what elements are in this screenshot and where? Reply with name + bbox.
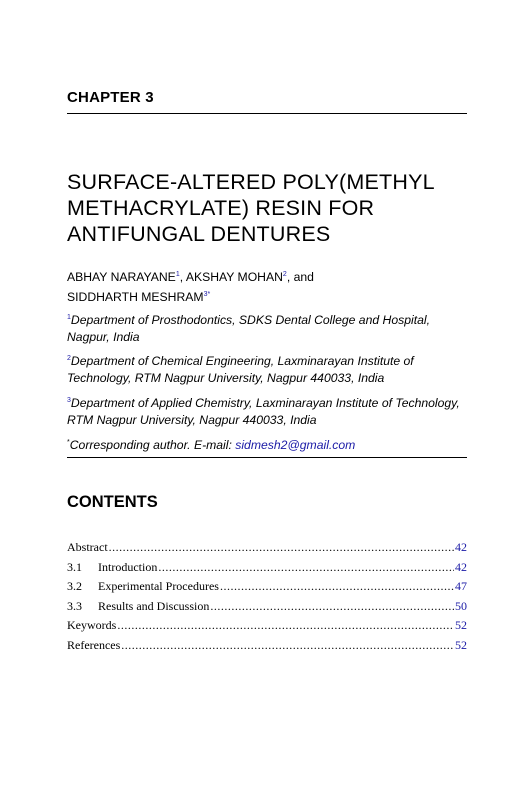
corresponding-author xyxy=(67,434,467,454)
toc-leader xyxy=(210,599,454,614)
page xyxy=(67,0,467,800)
toc-page-link[interactable]: 47 xyxy=(455,579,467,594)
toc-entry[interactable] xyxy=(67,638,467,658)
contents-heading: CONTENTS xyxy=(67,493,158,511)
toc-page-link[interactable]: 42 xyxy=(455,540,467,554)
title-line: SURFACE-ALTERED POLY(METHYL xyxy=(67,170,435,194)
author-affiliation-mark[interactable]: 2 xyxy=(282,271,287,278)
top-divider xyxy=(67,113,467,114)
toc-title: References xyxy=(67,637,121,652)
toc-entry[interactable] xyxy=(67,540,467,560)
toc-page-link[interactable]: 52 xyxy=(455,637,467,652)
toc-entry[interactable] xyxy=(67,618,467,638)
toc-title: Results and Discussion xyxy=(98,598,210,613)
chapter-label: CHAPTER 3 xyxy=(67,89,154,106)
title-line: ANTIFUNGAL DENTURES xyxy=(67,222,331,246)
affiliation-text: Department of Chemical Engineering, Laxminarayan Institute of Technology, RTM Nagpur University, Nagpur 440033, India xyxy=(67,354,414,385)
affiliation xyxy=(67,392,467,429)
toc-page-link[interactable]: 52 xyxy=(455,618,467,633)
table-of-contents xyxy=(67,540,467,658)
toc-page-link[interactable]: 42 xyxy=(455,559,467,574)
toc-entry[interactable] xyxy=(67,560,467,580)
author-name: ABHAY NARAYANE xyxy=(67,270,176,284)
toc-page-link[interactable]: 50 xyxy=(455,598,467,613)
toc-number: 3.2 xyxy=(67,579,82,594)
toc-leader xyxy=(158,560,454,575)
toc-title: Experimental Procedures xyxy=(98,579,219,594)
author-affiliation-mark[interactable]: 1 xyxy=(175,271,180,278)
toc-entry[interactable] xyxy=(67,579,467,599)
toc-leader xyxy=(121,638,454,653)
toc-number: 3.1 xyxy=(67,559,82,574)
author-name: SIDDHARTH MESHRAM xyxy=(67,290,204,304)
email-link[interactable]: sidmesh2@gmail.com xyxy=(235,438,356,452)
title-line: METHACRYLATE) RESIN FOR xyxy=(67,196,375,220)
toc-leader xyxy=(220,579,454,594)
toc-number: 3.3 xyxy=(67,598,82,613)
toc-leader xyxy=(117,618,454,633)
toc-title: Keywords xyxy=(67,618,117,633)
affiliation-text: Department of Applied Chemistry, Laxminarayan Institute of Technology, RTM Nagpur University, Nagpur 440033, India xyxy=(67,396,460,427)
affiliation-mark: 3 xyxy=(67,397,71,404)
toc-entry[interactable] xyxy=(67,599,467,619)
toc-title: Abstract xyxy=(67,540,108,554)
author-separator: , xyxy=(179,270,186,284)
affiliation xyxy=(67,350,467,387)
affiliation-mark: 1 xyxy=(67,314,71,321)
toc-leader xyxy=(109,540,454,555)
author-affiliation-mark[interactable]: 3* xyxy=(203,291,211,298)
section-divider xyxy=(67,457,467,458)
author-separator: , and xyxy=(286,270,314,284)
author-list xyxy=(67,266,467,306)
toc-title: Introduction xyxy=(98,559,158,574)
corresponding-mark: * xyxy=(67,439,70,446)
affiliation-mark: 2 xyxy=(67,355,71,362)
corresponding-label: Corresponding author. E-mail: xyxy=(69,438,236,452)
author-name: AKSHAY MOHAN xyxy=(185,270,283,284)
chapter-title xyxy=(67,169,467,247)
affiliation-text: Department of Prosthodontics, SDKS Dental College and Hospital, Nagpur, India xyxy=(67,313,430,344)
affiliation xyxy=(67,309,467,346)
